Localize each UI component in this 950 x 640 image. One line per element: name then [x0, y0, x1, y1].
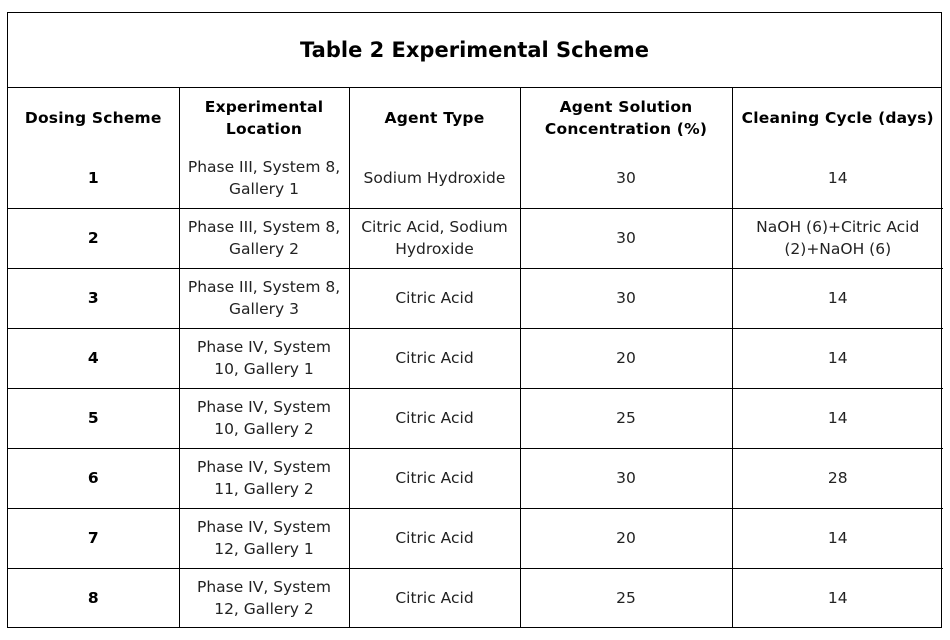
table-title: Table 2 Experimental Scheme: [8, 13, 941, 88]
table-row: [8, 508, 943, 568]
cell-dosing-scheme: 1: [8, 148, 179, 208]
table-row: [8, 448, 943, 508]
cell-agent-type: Citric Acid: [349, 388, 520, 448]
cell-experimental-location: Phase III, System 8, Gallery 3: [179, 268, 349, 328]
cell-cleaning-cycle: 14: [732, 268, 943, 328]
cell-cleaning-cycle: 14: [732, 568, 943, 628]
cell-experimental-location: Phase IV, System 12, Gallery 1: [179, 508, 349, 568]
cell-experimental-location: Phase IV, System 10, Gallery 1: [179, 328, 349, 388]
header-agent-type: Agent Type: [349, 88, 520, 148]
cell-agent-concentration: 20: [520, 508, 732, 568]
cell-agent-concentration: 30: [520, 268, 732, 328]
cell-agent-type: Citric Acid, Sodium Hydroxide: [349, 208, 520, 268]
experimental-scheme-table: [8, 88, 943, 628]
cell-experimental-location: Phase IV, System 10, Gallery 2: [179, 388, 349, 448]
cell-agent-type: Citric Acid: [349, 448, 520, 508]
table-body: [8, 148, 943, 628]
table-container: [7, 12, 942, 628]
cell-experimental-location: Phase III, System 8, Gallery 1: [179, 148, 349, 208]
cell-dosing-scheme: 5: [8, 388, 179, 448]
cell-agent-type: Citric Acid: [349, 268, 520, 328]
table-row: [8, 148, 943, 208]
table-row: [8, 268, 943, 328]
cell-cleaning-cycle: 28: [732, 448, 943, 508]
cell-experimental-location: Phase III, System 8, Gallery 2: [179, 208, 349, 268]
table-row: [8, 388, 943, 448]
cell-dosing-scheme: 7: [8, 508, 179, 568]
cell-dosing-scheme: 3: [8, 268, 179, 328]
header-cleaning-cycle: Cleaning Cycle (days): [732, 88, 943, 148]
cell-dosing-scheme: 6: [8, 448, 179, 508]
cell-dosing-scheme: 8: [8, 568, 179, 628]
cell-agent-type: Citric Acid: [349, 328, 520, 388]
header-agent-concentration: Agent Solution Concentration (%): [520, 88, 732, 148]
cell-agent-concentration: 25: [520, 388, 732, 448]
cell-agent-concentration: 30: [520, 448, 732, 508]
cell-agent-type: Citric Acid: [349, 508, 520, 568]
cell-agent-concentration: 30: [520, 148, 732, 208]
header-experimental-location: Experimental Location: [179, 88, 349, 148]
cell-agent-concentration: 25: [520, 568, 732, 628]
cell-experimental-location: Phase IV, System 11, Gallery 2: [179, 448, 349, 508]
cell-dosing-scheme: 2: [8, 208, 179, 268]
cell-cleaning-cycle: 14: [732, 148, 943, 208]
cell-agent-concentration: 20: [520, 328, 732, 388]
cell-cleaning-cycle: 14: [732, 328, 943, 388]
cell-dosing-scheme: 4: [8, 328, 179, 388]
cell-cleaning-cycle: 14: [732, 388, 943, 448]
table-row: [8, 568, 943, 628]
cell-agent-concentration: 30: [520, 208, 732, 268]
cell-cleaning-cycle: 14: [732, 508, 943, 568]
table-row: [8, 208, 943, 268]
cell-experimental-location: Phase IV, System 12, Gallery 2: [179, 568, 349, 628]
cell-cleaning-cycle: NaOH (6)+Citric Acid (2)+NaOH (6): [732, 208, 943, 268]
cell-agent-type: Citric Acid: [349, 568, 520, 628]
table-row: [8, 328, 943, 388]
cell-agent-type: Sodium Hydroxide: [349, 148, 520, 208]
header-row: [8, 88, 943, 148]
header-dosing-scheme: Dosing Scheme: [8, 88, 179, 148]
